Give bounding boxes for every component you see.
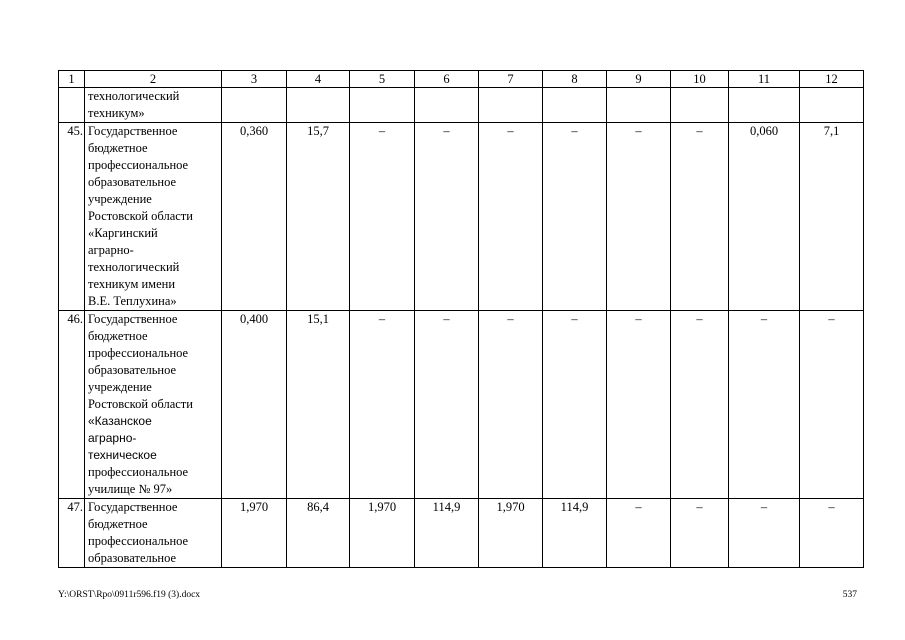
value-cell: – [671,123,729,311]
column-header: 6 [415,71,479,88]
column-header: 3 [222,71,287,88]
value-cell: – [671,499,729,568]
column-header: 1 [59,71,85,88]
institution-name-line: Государственное [88,500,178,514]
column-header: 2 [85,71,222,88]
value-cell: – [800,311,864,499]
institution-name-line: аграрно- [88,431,137,445]
value-cell [800,88,864,123]
value-cell: – [543,123,607,311]
value-cell: 0,060 [729,123,800,311]
institution-name-line: профессиональное [88,158,189,172]
value-cell: – [671,311,729,499]
institution-name-line: учреждение [88,380,152,394]
value-cell: – [607,499,671,568]
table-row [59,311,864,499]
column-header: 7 [479,71,543,88]
institution-name-line: бюджетное [88,517,148,531]
value-cell: 1,970 [222,499,287,568]
value-cell: – [415,311,479,499]
institution-name-line: образовательное [88,551,177,565]
column-header: 8 [543,71,607,88]
value-cell [479,88,543,123]
column-header: 12 [800,71,864,88]
institution-name-line: училище № 97» [88,482,173,496]
value-cell: – [350,311,415,499]
value-cell: 114,9 [415,499,479,568]
institution-name-line: техническое [88,448,157,462]
table-row [59,499,864,568]
institution-name-cell [85,499,222,568]
row-number [59,88,85,123]
value-cell: – [350,123,415,311]
value-cell [222,88,287,123]
value-cell: 0,400 [222,311,287,499]
institution-name-line: профессиональное [88,534,189,548]
value-cell [607,88,671,123]
institution-name-line: Государственное [88,312,178,326]
institution-name-line: Государственное [88,124,178,138]
institution-name-line: бюджетное [88,141,148,155]
value-cell: – [607,311,671,499]
institution-name-line: образовательное [88,175,177,189]
value-cell: 7,1 [800,123,864,311]
value-cell [671,88,729,123]
institution-name-line: технологический [88,89,180,103]
value-cell: – [479,311,543,499]
column-header: 9 [607,71,671,88]
value-cell: – [729,499,800,568]
value-cell [287,88,350,123]
data-table [58,70,864,568]
institution-name-line: Ростовской области [88,209,193,223]
value-cell [729,88,800,123]
value-cell: – [607,123,671,311]
value-cell: 86,4 [287,499,350,568]
institution-name-cell [85,311,222,499]
institution-name-cell [85,123,222,311]
value-cell: – [543,311,607,499]
value-cell: – [415,123,479,311]
column-header: 10 [671,71,729,88]
institution-name-line: «Казанское [88,414,152,428]
institution-name-line: технологический [88,260,180,274]
value-cell: – [729,311,800,499]
value-cell: 15,7 [287,123,350,311]
row-number: 45. [59,123,85,311]
table-row [59,88,864,123]
value-cell [415,88,479,123]
institution-name-line: «Каргинский [88,226,158,240]
table-row [59,123,864,311]
institution-name-line: бюджетное [88,329,148,343]
institution-name-cell [85,88,222,123]
column-header: 5 [350,71,415,88]
value-cell: 1,970 [350,499,415,568]
value-cell [543,88,607,123]
institution-name-line: учреждение [88,192,152,206]
value-cell: 114,9 [543,499,607,568]
row-number: 47. [59,499,85,568]
institution-name-line: Ростовской области [88,397,193,411]
institution-name-line: аграрно- [88,243,134,257]
value-cell: – [800,499,864,568]
value-cell: – [479,123,543,311]
value-cell: 1,970 [479,499,543,568]
column-header: 11 [729,71,800,88]
institution-name-line: образовательное [88,363,177,377]
footer-file-path: Y:\ORST\Rpo\0911r596.f19 (3).docx [58,590,201,600]
institution-name-line: техникум имени [88,277,176,291]
page-number: 537 [842,590,857,600]
institution-name-line: профессиональное [88,465,189,479]
institution-name-line: В.Е. Теплухина» [88,294,177,308]
row-number: 46. [59,311,85,499]
column-header: 4 [287,71,350,88]
value-cell: 15,1 [287,311,350,499]
value-cell: 0,360 [222,123,287,311]
institution-name-line: техникум» [88,106,145,120]
table-header-row [59,71,864,88]
value-cell [350,88,415,123]
institution-name-line: профессиональное [88,346,189,360]
